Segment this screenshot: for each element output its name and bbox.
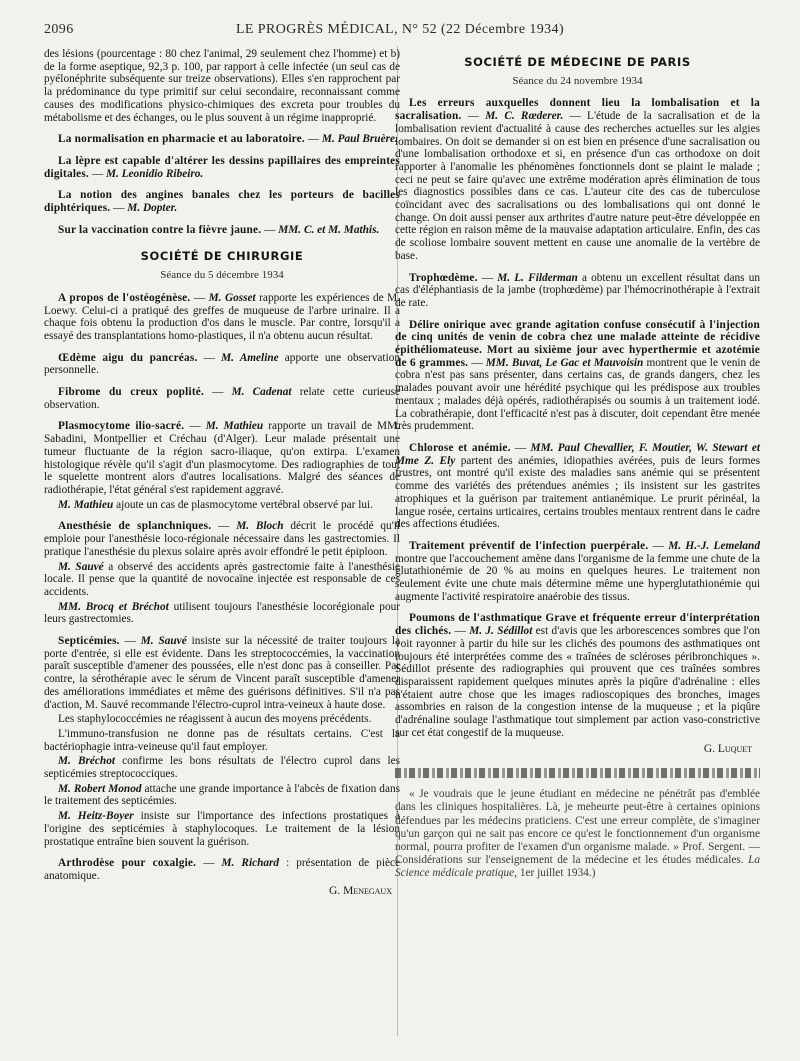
communication-item — [44, 561, 400, 599]
communication-item: Les erreurs auxquelles donnent lieu la lombalisation et la sacralisation. — M. C. Rœderer. — L'étude de la sacralisation et de la lombalisation revient d'actualité à cause des recherches actuelles sur les algies lombaires. On doit se demander si on est bien en présence d'une sacralisation ou d'une lombalisation orthodoxe et si, en présence d'un cas orthodoxe on doit rapporter à l'anomalie les phénomènes fonctionnels dont se plaint le malade ; ceci ne peut se faire qu'avec une extrême modération après élimination de tous les diagnostics possibles dans ce cas. L'auteur cite des cas de tuberculose coïncidant avec des sacralisations ou des lombalisations qui ont donné le change. On doit aussi penser aux arthrites d'autre nature peut-être développée en cette région en raison même de la mauvaise adaptation articulaire. Enfin, des cas de scoliose lombaire souvent mettent en cause une anomalie de la vertèbre de base. — [395, 97, 761, 262]
body-paragraph: Les staphylococcémies ne réagissent à aucun des moyens précédents. — [58, 713, 372, 726]
item-author: M. Leonidio Ribeiro. — [105, 167, 204, 180]
item-text: montre que l'accouchement amène dans l'organisme de la femme une chute de la glutathionémie de 20 % au moins en quelques heures. Le traitement non seulement évite une chute mais détermine même une hyperglutathionémie qui augmente l'activité respiratoire anaérobie des tissus. — [395, 552, 760, 603]
communication-item: Délire onirique avec grande agitation confuse consécutif à l'injection de cinq unités de venin de cobra chez une malade atteinte de récidive épithéliomateuse. Mort au sixième jour avec hyperthermie et azotémie de 6 grammes. — MM. Buvat, Le Gac et Mauvoisin montrent que le venin de cobra n'est pas sans présenter, dans certains cas, de grands dangers, chez les malades pouvant avoir une hérédité psychique qui les prédispose aux troubles mentaux ; malades déjà opérés, radiothérapisés ou soumis à un traitement iodé. La cobrathérapie, dont l'efficacité n'est pas à discuter, doit cependant être menée très prudemment. — [395, 318, 760, 433]
page-header — [44, 22, 756, 44]
item-text: décrit le procédé qu'il emploie pour l'anesthésie loco-régionale nécessaire dans les gastrectomies. Il pratique l'anesthésie du plexus solaire après avoir effondré le petit épiploon. — [44, 520, 401, 558]
item-title: Poumons de l'asthmatique Grave et fréquente erreur d'interprétation des clichés. — [395, 612, 760, 638]
communication-item: Traitement préventif de l'infection puerpérale. — M. H.-J. Lemeland montre que l'accouchement amène dans l'organisme de la femme une chute de la glutathionémie de 20 % au moins en quelques heures. Le traitement non seulement évite une chute mais détermine même une hyperglutathionémie qui augmente l'activité respiratoire anaérobie des tissus. — [395, 539, 760, 603]
item-author: M. H.-J. Lemeland — [668, 539, 760, 552]
communication-item — [44, 783, 400, 808]
item-author: M. Sauvé — [140, 635, 187, 648]
item-author: M. Mathieu — [205, 420, 264, 433]
left-column — [44, 48, 400, 909]
item-author: M. Ameline — [221, 351, 279, 364]
item-author: M. Heitz-Boyer — [58, 810, 134, 823]
item-author: M. L. Filderman — [497, 271, 578, 284]
item-author: MM. Paul Chevallier, F. Moutier, W. Stewart et Mme Z. Ely — [395, 441, 761, 467]
item-title: Délire onirique avec grande agitation confuse consécutif à l'injection de cinq unités de venin de cobra chez une malade atteinte de récidive épithéliomateuse. Mort au sixième jour avec hyperthermie et azotémie de 6 grammes. — [395, 318, 760, 369]
communication-item: Trophœdème. — M. L. Filderman a obtenu un excellent résultat dans un cas d'éléphantiasis de la jambe (trophœdème) par l'hémocrinothérapie à l'extrait de rate. — [395, 271, 760, 309]
signature: G. Luquet — [703, 743, 752, 756]
seance-date: Séance du 24 novembre 1934 — [512, 74, 643, 87]
communication-item: Anesthésie de splanchniques. — M. Bloch décrit le procédé qu'il emploie pour l'anesthésie loco-régionale nécessaire dans les gastrectomies. Il pratique l'anesthésie du plexus solaire après avoir effondré le petit épiploon. — [44, 520, 401, 558]
item-text: rapporte un travail de MM. Sabadini, Montpellier et Créchau (d'Alger). Leur malade présentait une tumeur fluctuante de la région sacro-iliaque, qu'on extirpa. L'examen histologique révèle qu'il s'agit d'un plasmocytome. Des radiographies de tout le squelette montrent alors d'autres localisations. Malgré des séances de radiothérapie, l'état général s'est rapidement aggravé. — [44, 420, 400, 496]
communication-item: Poumons de l'asthmatique Grave et fréquente erreur d'interprétation des clichés. — M. J. Sédillot est d'avis que les arborescences sombres que l'on voit rayonner à partir du hile sur les clichés des poumons des asthmatiques ont toujours été interprétées comme des « traînées de scléroses péribronchiques ». Sédillot présente des radiographies qui prouvent que ces traînées sombres disparaissent rapidement quelques minutes après la piqûre d'adrénaline : elles n'étaient autre chose que les images radioscopiques des bronches, images assombries en raison de la congestion intense de la muqueuse ; et la piqûre d'adrénaline soulage l'asthmatique tout simplement par action vaso-constrictive sur cet état congestif de la muqueuse. — [395, 612, 761, 739]
item-title: La normalisation en pharmacie et au laboratoire. — [58, 133, 305, 146]
quotation-box — [395, 788, 760, 880]
body-paragraph: L'immuno-transfusion ne donne pas de résultats certains. C'est la bactériophagie intra-veineuse qu'il faut employer. — [44, 727, 400, 753]
item-author: M. Robert Monod — [58, 782, 142, 795]
item-text: a obtenu un excellent résultat dans un cas d'éléphantiasis de la jambe (trophœdème) par l'hémocrinothérapie à l'extrait de rate. — [395, 271, 760, 309]
item-text: apporte une observation personnelle. — [44, 351, 400, 377]
item-author: M. Richard — [221, 857, 280, 870]
item-text: rapporte les expériences de M. Loewy. Celui-ci a pratiqué des greffes de muqueuse de l'arbre urinaire. Il a chaque fois obtenu la production d'os dans le muscle. Par contre, lorsqu'il a essayé des transplantations homo-plastiques, il n'a obtenu aucun résultat. — [44, 291, 401, 342]
communication-item: La normalisation en pharmacie et au laboratoire. — M. Paul Bruère. — [58, 133, 398, 146]
item-title: Les erreurs auxquelles donnent lieu la lombalisation et la sacralisation. — [395, 97, 760, 123]
item-author: MM. Brocq et Bréchot — [58, 600, 169, 613]
item-author: MM. Buvat, Le Gac et Mauvoisin — [485, 356, 644, 369]
item-text: insiste sur l'importance des infections prostatiques à l'origine des septicémies à staphylocoques. Le traitement de la lésion prostatique entraîne bien souvent la guérison. — [44, 810, 400, 848]
item-title: La notion des angines banales chez les porteurs de bacilles diphtériques. — [44, 189, 400, 215]
communication-item: Œdème aigu du pancréas. — M. Ameline apporte une observation personnelle. — [44, 351, 400, 377]
item-title: Sur la vaccination contre la fièvre jaune. — [58, 223, 262, 236]
item-title: Chlorose et anémie. — [409, 441, 511, 454]
item-text: : présentation de pièce anatomique. — [44, 857, 401, 882]
item-title: A propos de l'ostéogénèse. — [58, 291, 191, 304]
item-text: partent des anémies, idiopathies avérées, puis de leurs formes frustres, ont montré qu'il existe des maladies sans anémie qui se présentent comme des variétés des prétendues anémies ; ils insistent sur les gastrites atrophiques et la guérison par traitement antianémique. Le prurit périnéal, la langue rosée, certains urticaires, certains troubles mentaux rentrent dans le cadre des affections étudiées. — [395, 454, 760, 531]
ornamental-divider — [395, 768, 760, 778]
item-author: M. C. Rœderer. — [485, 110, 564, 123]
item-text: ajoute un cas de plasmocytome vertébral observé par lui. — [116, 498, 373, 511]
right-column — [395, 48, 760, 890]
item-text: est d'avis que les arborescences sombres que l'on voit rayonner à partir du hile sur les clichés des poumons des asthmatiques ont toujours été interprétées comme des « traînées de scléroses péribronchiques ». Sédillot présente des radiographies qui prouvent que ces traînées sombres disparaissent rapidement quelques minutes après la piqûre d'adrénaline : elles n'étaient autre chose que les images radioscopiques des bronches, images assombries en raison de la congestion intense de la muqueuse ; et la piqûre d'adrénaline soulage l'asthmatique tout simplement par action vaso-constrictive sur cet état congestif de la muqueuse. — [395, 625, 761, 739]
item-text: attache une grande importance à l'abcès de fixation dans le traitement des septicémies. — [44, 782, 401, 808]
communication-item: Plasmocytome ilio-sacré. — M. Mathieu rapporte un travail de MM. Sabadini, Montpellier et Créchau (d'Alger). Leur malade présentait une tumeur fluctuante de la région sacro-iliaque, qu'on extirpa. L'examen histologique révèle qu'il s'agit d'un plasmocytome. Des radiographies de tout le squelette montrent alors d'autres localisations. Malgré des séances de radiothérapie, l'état général s'est rapidement aggravé. — [44, 420, 400, 496]
seance-date: Séance du 5 décembre 1934 — [160, 269, 284, 282]
item-title: Traitement préventif de l'infection puerpérale. — [409, 539, 649, 552]
communication-item: Fibrome du creux poplité. — M. Cadenat relate cette curieuse observation. — [44, 386, 400, 411]
item-title: Septicémies. — [58, 635, 120, 648]
item-title: Fibrome du creux poplité. — [58, 386, 205, 399]
item-text: a observé des accidents après gastrectomie faite à l'anesthésie locale. Il pense que la quantité de novocaïne injectée est responsable de ces accidents. — [44, 560, 400, 598]
running-title: LE PROGRÈS MÉDICAL, N° 52 (22 Décembre 1934) — [235, 22, 565, 37]
item-text: relate cette curieuse observation. — [44, 386, 400, 411]
quote-date: 1er juillet 1934.) — [519, 867, 596, 880]
item-author: M. Dopter. — [127, 202, 178, 215]
item-author: M. Sauvé — [58, 560, 104, 573]
quotation-text — [395, 788, 760, 880]
communication-item — [44, 499, 400, 512]
item-text: confirme les bons résultats de l'électro cuprol dans les septicémies streptococciques. — [44, 755, 400, 781]
communication-item: Sur la vaccination contre la fièvre jaune. — MM. C. et M. Mathis. — [58, 223, 380, 236]
item-text: insiste sur la nécessité de traiter toujours la porte d'entrée, si elle est évidente. Dans les streptococcémies, la vaccination paraît susceptible d'amener des poussées, elle n'est donc pas à conseiller. Par contre, la sérothérapie avec le sérum de Vincent paraît susceptible d'amener des améliorations immédiates et même des guérisons définitives. S'il n'a pas d'action, M. Sauvé recommande l'électro-cuprol intra-veineux à haute dose. — [44, 635, 401, 711]
item-text: utilisent toujours l'anesthésie locorégionale pour leurs gastrectomies. — [44, 600, 401, 626]
item-author: M. Cadenat — [231, 386, 292, 399]
item-title: Anesthésie de splanchniques. — [58, 520, 212, 533]
quote-body: « Je voudrais que le jeune étudiant en médecine ne pénétrât pas d'emblée dans les cliniques hospitalières. Là, je meheurte peut-être à certaines opinions défendues par les médecins praticiens. C'est une erreur complète, de s'imaginer qu'un garçon qui ne sait pas encore ce qu'est le fonctionnement d'un organisme normal, pourra profiter de l'examen d'un organisme malade. » Prof. Sergent. — Considérations sur l'enseignement de la médecine et les études médicales. — [395, 788, 760, 867]
item-text: L'étude de la sacralisation et de la lombalisation revient d'actualité à cause des recherches actuelles sur les algies lombaires. On doit se demander si on est bien en présence d'une sacralisation ou d'une lombalisation orthodoxe et si, en présence d'un cas orthodoxe on doit rapporter à l'anomalie les phénomènes fonctionnels dont se plaint le malade ; ceci ne peut se faire qu'avec une extrême modération après élimination de tous les diagnostics possibles dans ce cas. L'auteur cite des cas de tuberculose coïncidant avec des sacralisations ou des lombalisations qui ont donné le change. On doit aussi penser aux arthrites d'autre nature peut-être développée en cette région en raison même de la mauvaise adaptation articulaire. Enfin, des cas de scoliose lombaire souvent mettent en cause une anomalie de la vertèbre de base. — [395, 110, 761, 262]
quote-source: La Science médicale pratique, — [395, 854, 761, 880]
item-author: M. Bréchot — [58, 755, 116, 768]
section-title-surgery: SOCIÉTÉ DE CHIRURGIE — [140, 249, 304, 264]
communication-item: La lèpre est capable d'altérer les dessins papillaires des empreintes digitales. — M. Leonidio Ribeiro. — [44, 154, 400, 180]
communication-item: La notion des angines banales chez les porteurs de bacilles diphtériques. — M. Dopter. — [44, 189, 400, 215]
communication-item — [44, 810, 400, 848]
page-number: 2096 — [44, 22, 74, 37]
communication-item: A propos de l'ostéogénèse. — M. Gosset rapporte les expériences de M. Loewy. Celui-ci a pratiqué des greffes de muqueuse de l'arbre urinaire. Il a chaque fois obtenu la production d'os dans le muscle. Par contre, lorsqu'il a essayé des transplantations homo-plastiques, il n'a obtenu aucun résultat. — [44, 291, 401, 342]
signature: G. Menegaux — [329, 884, 392, 897]
item-title: Œdème aigu du pancréas. — [58, 351, 198, 364]
item-author: M. Gosset — [208, 291, 256, 304]
item-title: Trophœdème. — [409, 271, 478, 284]
communication-item — [44, 755, 400, 780]
item-title: Plasmocytome ilio-sacré. — [58, 420, 185, 433]
item-author: M. Mathieu — [58, 498, 114, 511]
section-title-medicine: SOCIÉTÉ DE MÉDECINE DE PARIS — [464, 55, 691, 69]
item-author: MM. C. et M. Mathis. — [278, 223, 380, 236]
communication-item — [44, 601, 400, 626]
communication-item: Septicémies. — M. Sauvé insiste sur la nécessité de traiter toujours la porte d'entrée, si elle est évidente. Dans les streptococcémies, la vaccination paraît susceptible d'amener des poussées, elle n'est donc pas à conseiller. Par contre, la sérothérapie avec le sérum de Vincent paraît susceptible d'amener des améliorations immédiates et même des guérisons définitives. S'il n'a pas d'action, M. Sauvé recommande l'électro-cuprol intra-veineux à haute dose. — [44, 635, 401, 711]
item-author: M. Bloch — [236, 520, 284, 533]
item-title: Arthrodèse pour coxalgie. — [58, 857, 197, 870]
item-text: montrent que le venin de cobra n'est pas sans présenter, dans certains cas, de grands dangers, chez les malades pouvant avoir une hérédité psychique qui les prédispose aux troubles mentaux ; malades déjà opérés, radiothérapisés ou soumis à un traitement iodé. La cobrathérapie, dont l'efficacité n'est pas à discuter, doit cependant être menée très prudemment. — [395, 356, 760, 433]
item-title: La lèpre est capable d'altérer les dessins papillaires des empreintes digitales. — [44, 154, 400, 180]
item-author: M. J. Sédillot — [469, 625, 533, 638]
item-author: M. Paul Bruère. — [321, 133, 398, 146]
communication-item: Chlorose et anémie. — MM. Paul Chevallier, F. Moutier, W. Stewart et Mme Z. Ely partent des anémies, idiopathies avérées, puis de leurs formes frustres, ont montré qu'il existe des maladies sans anémie qui se présentent comme des variétés des prétendues anémies ; ils insistent sur les gastrites atrophiques et la guérison par traitement antianémique. Le prurit périnéal, la langue rosée, certains urticaires, certains troubles mentaux rentrent dans le cadre des affections étudiées. — [395, 441, 761, 531]
intro-paragraph: des lésions (pourcentage : 80 chez l'animal, 29 seulement chez l'homme) et b) de la forme aseptique, 92,3 p. 100, par rapport à celle infectée (un seul cas de pyélonéphrite subséquente sur treize observations). Elles s'en rapprochent par la prédominance du type primitif sur celui secondaire, reconnaissant comme causes des modifications physico-chimiques des excreta pour troubles du métabolisme et des échanges, ou le plus souvent à un régime inapproprié. — [44, 48, 400, 124]
communication-item: Arthrodèse pour coxalgie. — M. Richard : présentation de pièce anatomique. — [44, 857, 401, 882]
